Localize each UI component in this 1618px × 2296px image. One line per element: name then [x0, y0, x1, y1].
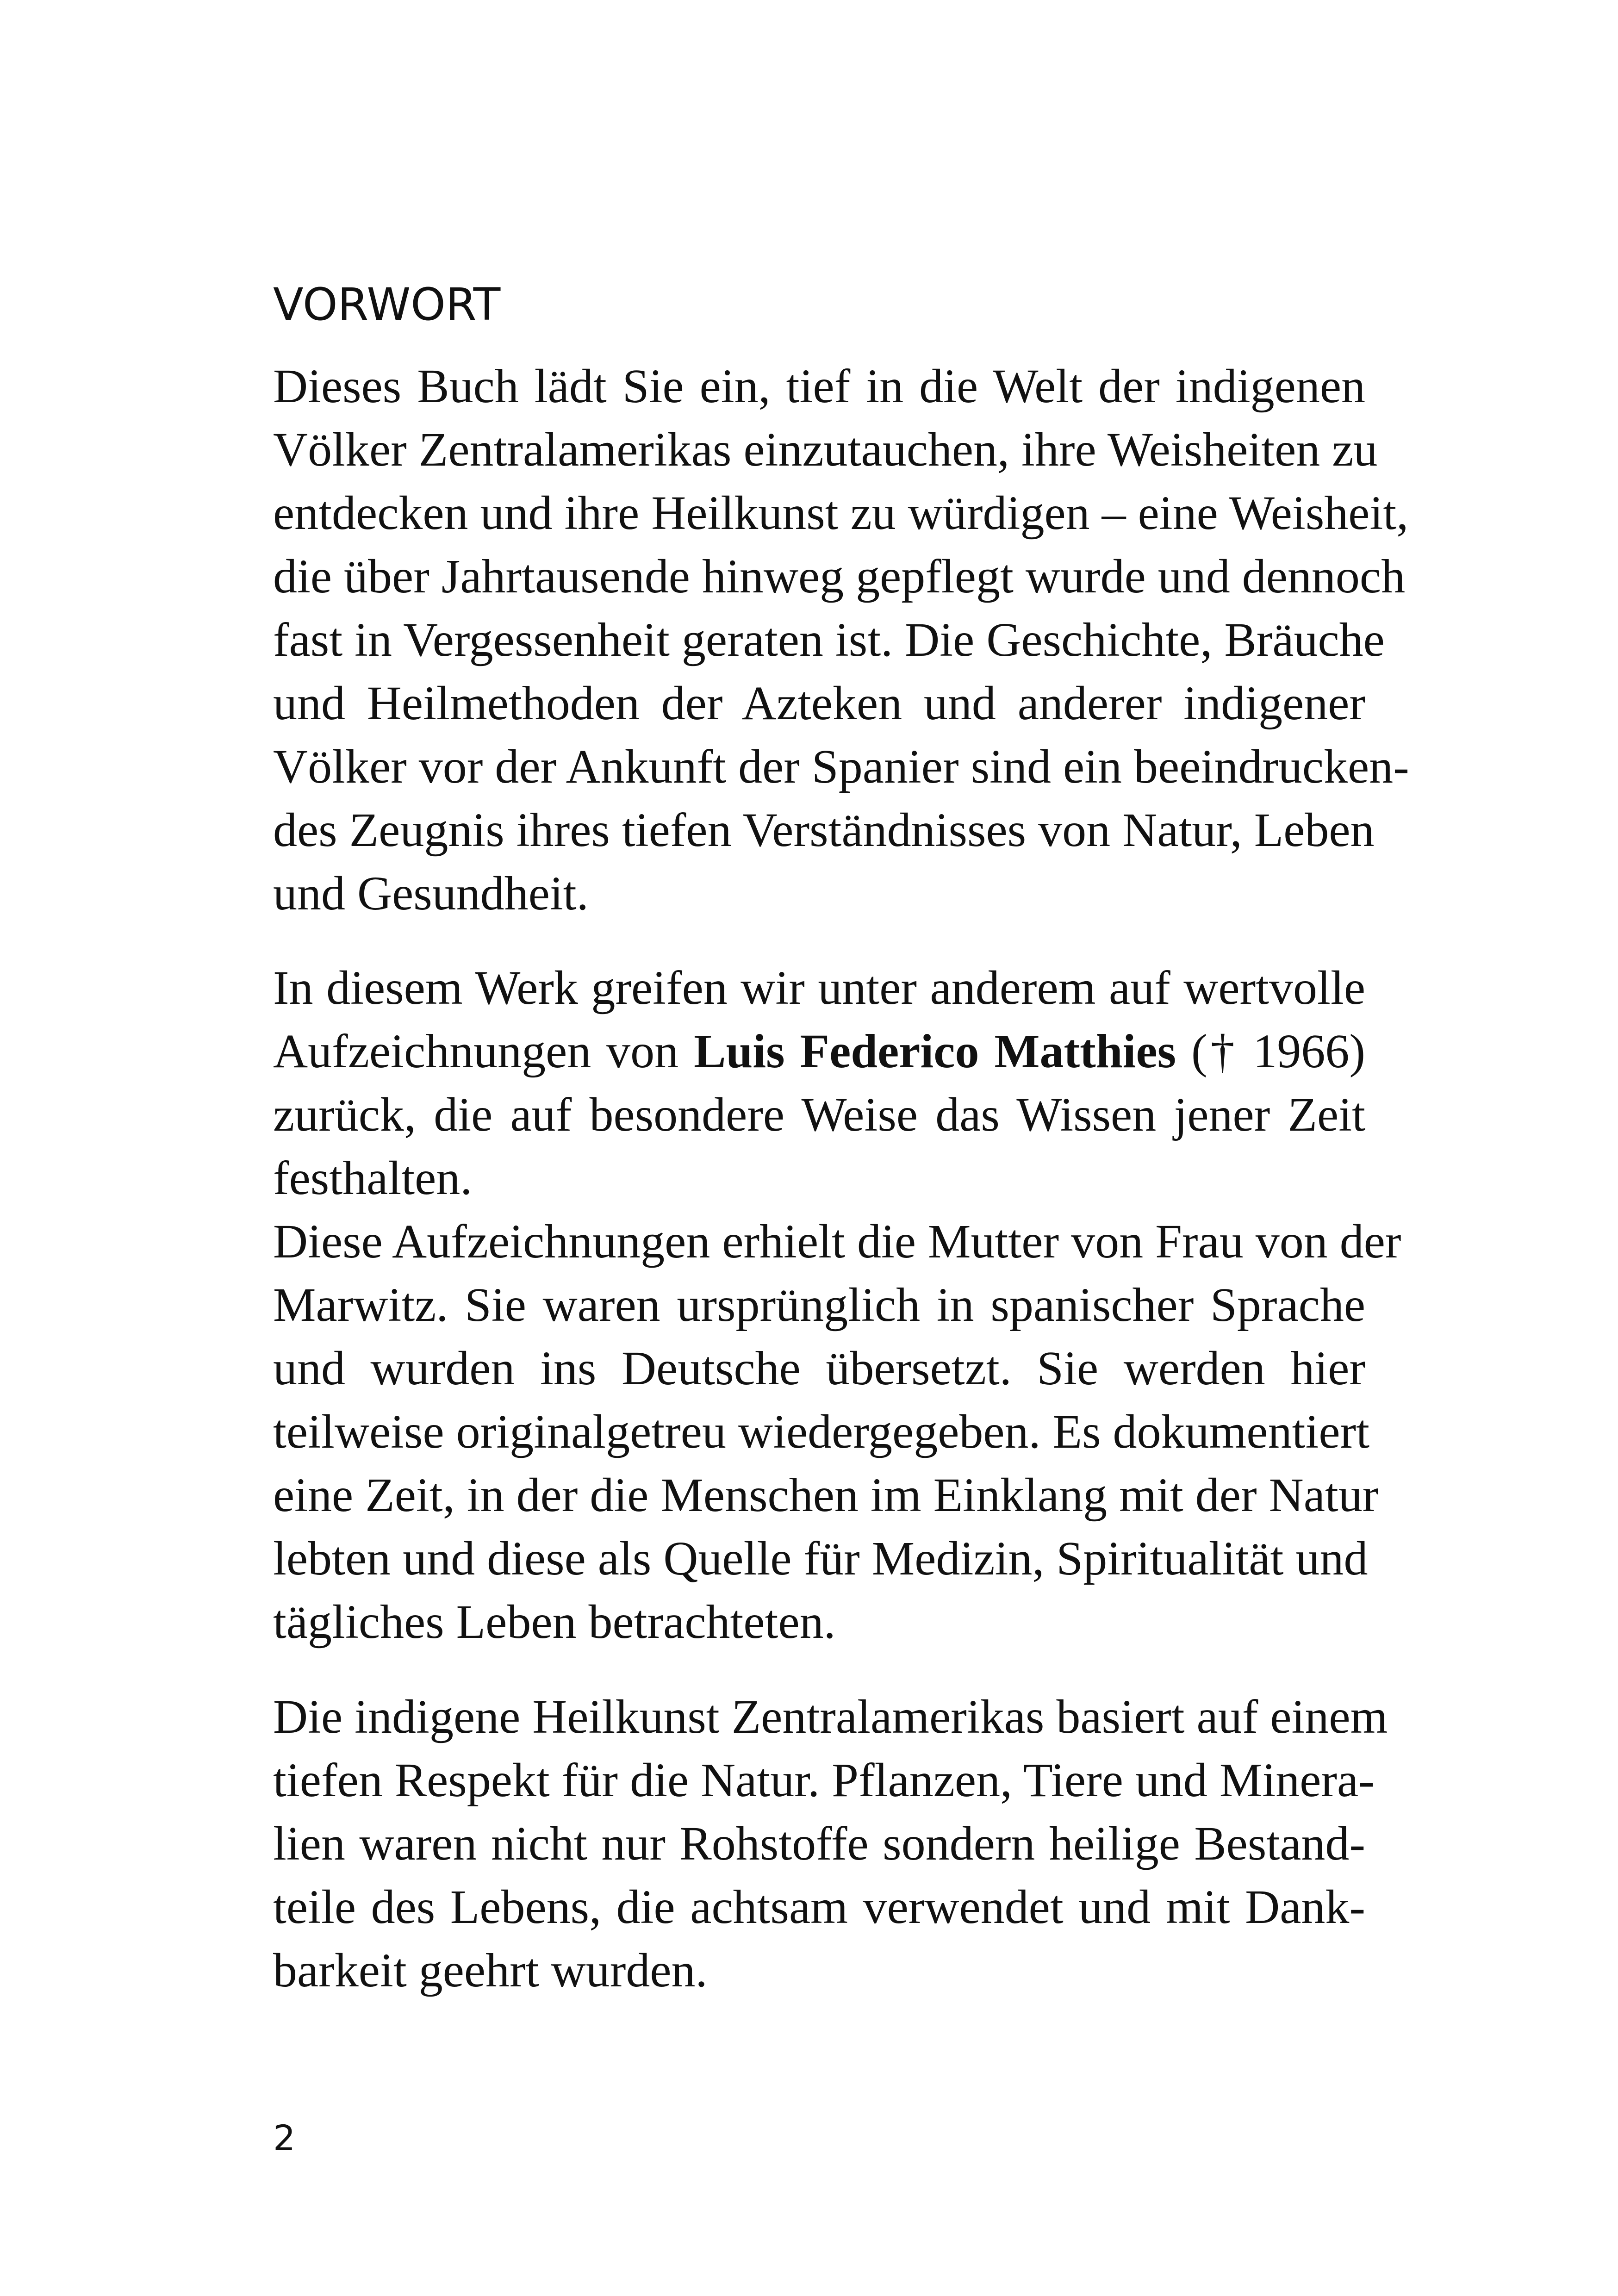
chapter-heading: VORWORT — [273, 279, 501, 330]
paragraph-line: Die indigene Heilkunst Zentralamerikas basiert auf einem — [273, 1690, 1388, 1743]
paragraph-line: Diese Aufzeichnungen erhielt die Mutter von Frau von der — [273, 1215, 1401, 1268]
paragraph-line: lien waren nicht nur Rohstoffe sondern heilige Bestand- — [273, 1817, 1365, 1870]
paragraph-line: und wurden ins Deutsche übersetzt. Sie werden hier — [273, 1342, 1365, 1395]
paragraph-line: tägliches Leben betrachteten. — [273, 1595, 836, 1649]
line-text: († 1966) — [1176, 1025, 1365, 1078]
paragraph-line: tiefen Respekt für die Natur. Pflanzen, Tiere und Minera- — [273, 1754, 1375, 1807]
paragraph-line: festhalten. — [273, 1151, 473, 1205]
paragraph-line: Völker vor der Ankunft der Spanier sind ein beeindrucken- — [273, 740, 1409, 793]
paragraph-line: Marwitz. Sie waren ursprünglich in spanischer Sprache — [273, 1278, 1365, 1332]
paragraph-line: Völker Zentralamerikas einzutauchen, ihre Weisheiten zu — [273, 423, 1378, 476]
paragraph-line: fast in Vergessenheit geraten ist. Die Geschichte, Bräuche — [273, 613, 1385, 666]
paragraph-line: und Gesundheit. — [273, 867, 589, 920]
paragraph-line: des Zeugnis ihres tiefen Verständnisses von Natur, Leben — [273, 803, 1375, 857]
line-text: Aufzeichnungen von — [273, 1025, 694, 1078]
paragraph-line: und Heilmethoden der Azteken und anderer indigener — [273, 677, 1365, 730]
paragraph-line: eine Zeit, in der die Menschen im Einklang mit der Natur — [273, 1468, 1379, 1522]
page-number: 2 — [273, 2117, 296, 2159]
paragraph-line: entdecken und ihre Heilkunst zu würdigen – eine Weisheit, — [273, 486, 1409, 540]
author-name: Luis Federico Matthies — [694, 1025, 1176, 1078]
paragraph-line: teilweise originalgetreu wiedergegeben. Es dokumentiert — [273, 1405, 1370, 1458]
paragraph-line: Dieses Buch lädt Sie ein, tief in die Welt der indigenen — [273, 360, 1365, 413]
paragraph-line: In diesem Werk greifen wir unter anderem auf wertvolle — [273, 961, 1365, 1014]
paragraph-line-with-author — [273, 1021, 1365, 1082]
paragraph-line: teile des Lebens, die achtsam verwendet und mit Dank- — [273, 1880, 1365, 1934]
paragraph-line: barkeit geehrt wurden. — [273, 1944, 708, 1997]
paragraph-line: die über Jahrtausende hinweg gepflegt wurde und dennoch — [273, 550, 1406, 603]
paragraph-line: lebten und diese als Quelle für Medizin, Spiritualität und — [273, 1532, 1368, 1585]
paragraph-line: zurück, die auf besondere Weise das Wissen jener Zeit — [273, 1088, 1365, 1141]
